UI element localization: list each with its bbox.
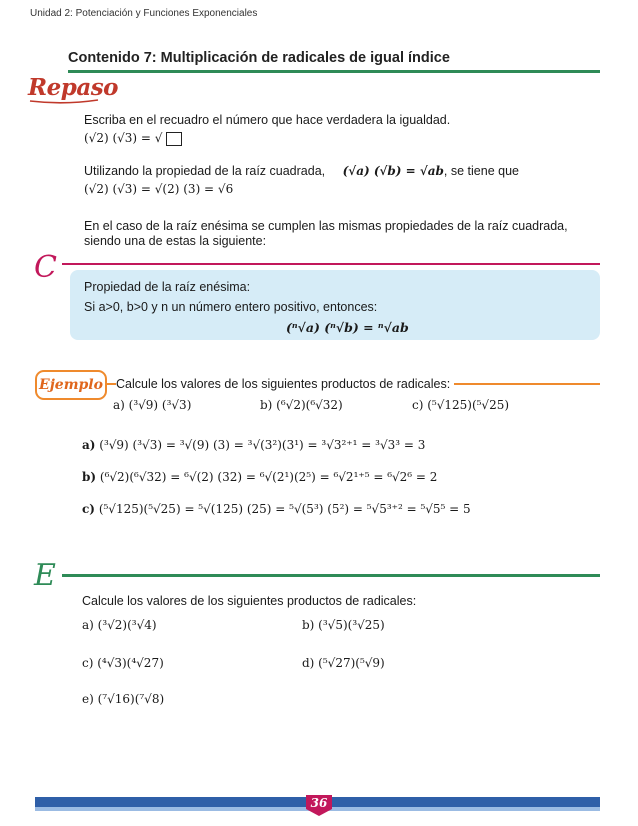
solution-c — [82, 502, 471, 516]
section-e-label: E — [34, 558, 56, 593]
repaso-instruction: Escriba en el recuadro el número que hace verdadera la igualdad. — [84, 113, 451, 127]
property-formula: (ⁿ√a) (ⁿ√b) = ⁿ√ab — [286, 320, 409, 335]
section-e-rule — [62, 574, 600, 577]
repaso-underline — [28, 98, 100, 104]
ejemplo-badge: Ejemplo — [35, 370, 107, 400]
repaso-worked: (√2) (√3) = √(2) (3) = √6 — [84, 182, 234, 196]
repaso-property-text: Utilizando la propiedad de la raíz cuadrada, — [84, 164, 326, 178]
ejercicio-a: a) (³√2)(³√4) — [82, 618, 157, 632]
solution-b — [82, 470, 437, 484]
solution-a-text: (³√9) (³√3) = ³√(9) (3) = ³√(3²)(3¹) = ³√3²⁺¹ = ³√3³ = 3 — [99, 438, 426, 452]
solution-c-label: c) — [82, 502, 95, 516]
page-number: 36 — [310, 796, 328, 810]
property-condition: Si a>0, b>0 y n un número entero positivo, entonces: — [84, 300, 378, 314]
solution-b-text: (⁶√2)(⁶√32) = ⁶√(2) (32) = ⁶√(2¹)(2⁵) = ⁶√2¹⁺⁵ = ⁶√2⁶ = 2 — [99, 470, 438, 484]
ejemplo-item-a: a) (³√9) (³√3) — [113, 398, 192, 412]
solution-c-text: (⁵√125)(⁵√25) = ⁵√(125) (25) = ⁵√(5³) (5²) = ⁵√5³⁺² = ⁵√5⁵ = 5 — [98, 502, 471, 516]
ejercicio-c: c) (⁴√3)(⁴√27) — [82, 656, 164, 670]
solution-a-label: a) — [82, 438, 96, 452]
page-title: Contenido 7: Multiplicación de radicales de igual índice — [68, 50, 450, 66]
ejemplo-item-c: c) (⁵√125)(⁵√25) — [412, 398, 510, 412]
repaso-property-line — [84, 164, 519, 178]
nth-text-2: siendo una de estas la siguiente: — [84, 234, 267, 248]
repaso-label: Repaso — [28, 74, 119, 101]
answer-box[interactable] — [166, 132, 182, 146]
repaso-exercise-text: (√2) (√3) = √ — [84, 131, 163, 145]
ejemplo-instruction: Calcule los valores de los siguientes productos de radicales: — [116, 377, 454, 391]
repaso-property-tail: , se tiene que — [443, 164, 519, 178]
solution-a — [82, 438, 425, 452]
ejercicios-instruction: Calcule los valores de los siguientes productos de radicales: — [82, 594, 417, 608]
title-underline — [68, 70, 600, 73]
repaso-exercise — [84, 131, 182, 146]
repaso-property-formula: (√a) (√b) = √ab — [342, 164, 444, 178]
solution-b-label: b) — [82, 470, 97, 484]
ejercicio-d: d) (⁵√27)(⁵√9) — [302, 656, 385, 670]
nth-text-1: En el caso de la raíz enésima se cumplen las mismas propiedades de la raíz cuadrada, — [84, 219, 568, 233]
ejercicio-e: e) (⁷√16)(⁷√8) — [82, 692, 165, 706]
ejemplo-item-b: b) (⁶√2)(⁶√32) — [260, 398, 343, 412]
page-header: Unidad 2: Potenciación y Funciones Exponenciales — [30, 8, 258, 19]
section-c-label: C — [34, 250, 57, 285]
section-c-rule — [62, 263, 600, 265]
property-heading: Propiedad de la raíz enésima: — [84, 280, 251, 294]
ejercicio-b: b) (³√5)(³√25) — [302, 618, 385, 632]
